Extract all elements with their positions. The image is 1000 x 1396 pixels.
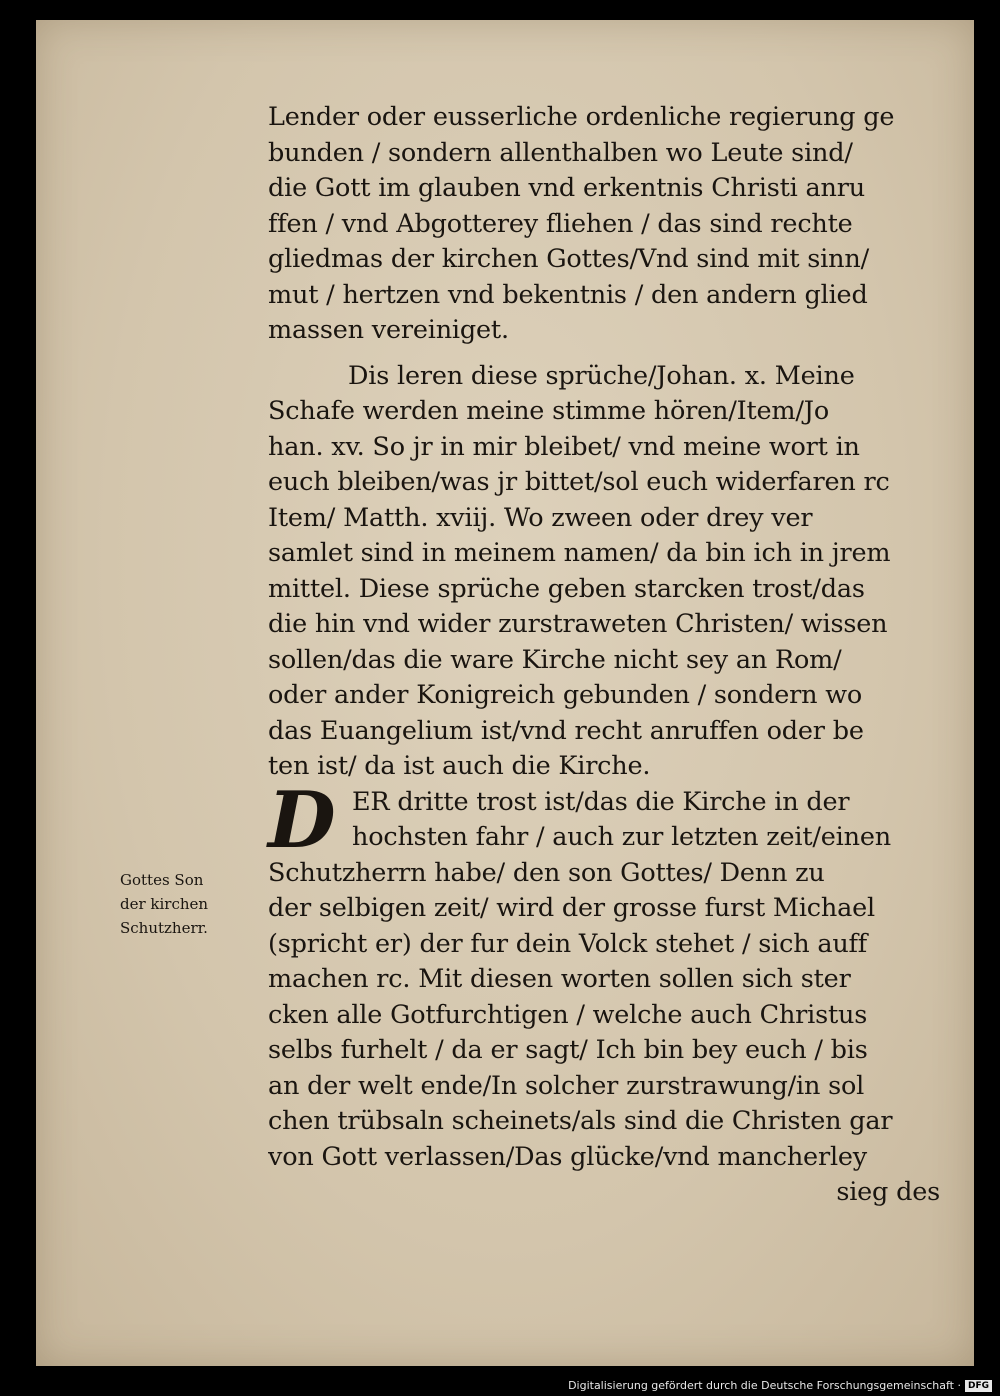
margin-note bbox=[120, 868, 250, 940]
funding-footer bbox=[568, 1379, 992, 1392]
book-page bbox=[36, 20, 974, 1366]
paragraph-3 bbox=[268, 774, 948, 1211]
dfg-logo: DFG bbox=[965, 1380, 992, 1392]
drop-cap-initial: D bbox=[268, 774, 336, 866]
text-line: bunden / sondern allenthalben wo Leute sind/ bbox=[268, 137, 853, 168]
margin-note-line: Gottes Son bbox=[120, 871, 204, 889]
main-text bbox=[268, 100, 948, 1211]
text-line: der selbigen zeit/ wird der grosse furst Michael bbox=[268, 893, 875, 923]
margin-note-line: Schutzherr. bbox=[120, 919, 208, 937]
text-line: gliedmas der kirchen Gottes/Vnd sind mit sinn/ bbox=[268, 244, 869, 274]
text-line: euch bleiben/was jr bittet/sol euch widerfaren rc bbox=[268, 467, 890, 497]
text-line: ffen / vnd Abgotterey fliehen / das sind rechte bbox=[268, 208, 853, 239]
text-line: ER dritte trost ist/das die Kirche in der bbox=[352, 786, 850, 817]
text-line: massen vereiniget. bbox=[268, 315, 509, 345]
text-line: die hin vnd wider zurstraweten Christen/ wissen bbox=[268, 609, 888, 639]
text-line: Lender oder eusserliche ordenliche regierung ge bbox=[268, 102, 895, 132]
text-line: (spricht er) der fur dein Volck stehet / sich auff bbox=[268, 928, 868, 959]
text-line: an der welt ende/In solcher zurstrawung/in sol bbox=[268, 1070, 865, 1101]
text-line: selbs furhelt / da er sagt/ Ich bin bey euch / bis bbox=[268, 1035, 868, 1065]
text-line: das Euangelium ist/vnd recht anruffen oder be bbox=[268, 715, 864, 746]
text-line: ten ist/ da ist auch die Kirche. bbox=[268, 751, 651, 781]
text-line: Item/ Matth. xviij. Wo zween oder drey ver bbox=[268, 502, 813, 533]
text-line: cken alle Gotfurchtigen / welche auch Christus bbox=[268, 999, 868, 1030]
text-line: Schafe werden meine stimme hören/Item/Jo bbox=[268, 396, 829, 426]
catchword: sieg des bbox=[836, 1177, 940, 1207]
text-line: samlet sind in meinem namen/ da bin ich in jrem bbox=[268, 538, 891, 568]
paragraph-2 bbox=[268, 359, 948, 785]
text-line: die Gott im glauben vnd erkentnis Christi anru bbox=[268, 173, 865, 203]
footer-text: Digitalisierung gefördert durch die Deutsche Forschungsgemeinschaft · bbox=[568, 1379, 961, 1392]
paragraph-1 bbox=[268, 100, 948, 349]
margin-note-line: der kirchen bbox=[120, 895, 209, 913]
text-line: han. xv. So jr in mir bleibet/ vnd meine wort in bbox=[268, 431, 860, 462]
text-line: mut / hertzen vnd bekentnis / den andern glied bbox=[268, 279, 868, 310]
text-line: machen rc. Mit diesen worten sollen sich ster bbox=[268, 964, 851, 994]
text-line: mittel. Diese sprüche geben starcken trost/das bbox=[268, 573, 865, 604]
text-line: von Gott verlassen/Das glücke/vnd mancherley bbox=[268, 1141, 867, 1172]
text-line: Schutzherrn habe/ den son Gottes/ Denn zu bbox=[268, 857, 825, 888]
text-line: sollen/das die ware Kirche nicht sey an Rom/ bbox=[268, 644, 842, 675]
text-line: Dis leren diese sprüche/Johan. x. Meine bbox=[348, 360, 855, 391]
text-line: hochsten fahr / auch zur letzten zeit/einen bbox=[352, 822, 891, 852]
text-line: chen trübsaln scheinets/als sind die Christen gar bbox=[268, 1106, 893, 1136]
text-line: oder ander Konigreich gebunden / sondern wo bbox=[268, 680, 863, 710]
